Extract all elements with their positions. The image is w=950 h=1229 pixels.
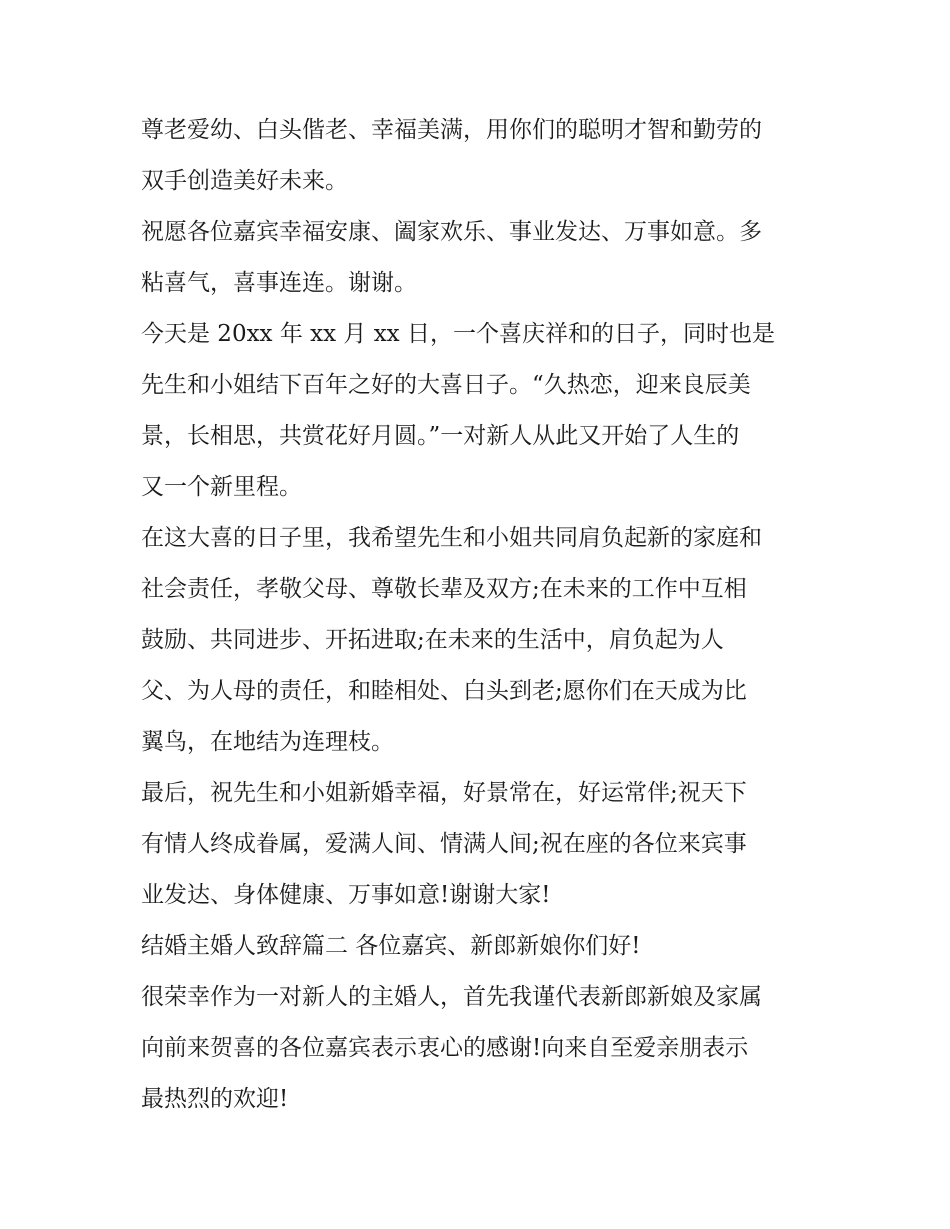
text-line-8: 又一个新里程。 (141, 474, 302, 500)
text-line-15: 有情人终成眷属，爱满人间、情满人间;祝在座的各位来宾事 (141, 831, 747, 857)
text-line-10: 社会责任，孝敬父母、尊敬长辈及双方;在未来的工作中互相 (141, 576, 747, 602)
text-line-9: 在这大喜的日子里，我希望先生和小姐共同肩负起新的家庭和 (141, 525, 762, 551)
text-line-14: 最后，祝先生和小姐新婚幸福，好景常在，好运常伴;祝天下 (141, 780, 747, 806)
text-line-17: 结婚主婚人致辞篇二 各位嘉宾、新郎新娘你们好! (141, 933, 641, 959)
text-line-16: 业发达、身体健康、万事如意!谢谢大家! (141, 882, 551, 908)
text-line-2: 双手创造美好未来。 (141, 168, 348, 194)
text-line-18: 很荣幸作为一对新人的主婚人，首先我谨代表新郎新娘及家属 (141, 984, 762, 1010)
text-line-11: 鼓励、共同进步、开拓进取;在未来的生活中，肩负起为人 (141, 627, 724, 653)
text-line-6: 先生和小姐结下百年之好的大喜日子。“久热恋，迎来良辰美 (141, 372, 751, 398)
text-line-20: 最热烈的欢迎! (141, 1086, 289, 1112)
text-line-19: 向前来贺喜的各位嘉宾表示衷心的感谢!向来自至爱亲朋表示 (141, 1035, 749, 1061)
document-body (141, 105, 813, 1125)
text-line-5: 今天是 20xx 年 xx 月 xx 日，一个喜庆祥和的日子，同时也是 (141, 321, 775, 347)
text-line-12: 父、为人母的责任，和睦相处、白头到老;愿你们在天成为比 (141, 678, 747, 704)
text-line-7: 景，长相思，共赏花好月圆。”一对新人从此又开始了人生的 (141, 423, 740, 449)
text-line-3: 祝愿各位嘉宾幸福安康、阖家欢乐、事业发达、万事如意。多 (141, 219, 762, 245)
text-line-1: 尊老爱幼、白头偕老、幸福美满，用你们的聪明才智和勤劳的 (141, 117, 762, 143)
text-line-13: 翼鸟，在地结为连理枝。 (141, 729, 394, 755)
text-line-4: 粘喜气，喜事连连。谢谢。 (141, 270, 417, 296)
